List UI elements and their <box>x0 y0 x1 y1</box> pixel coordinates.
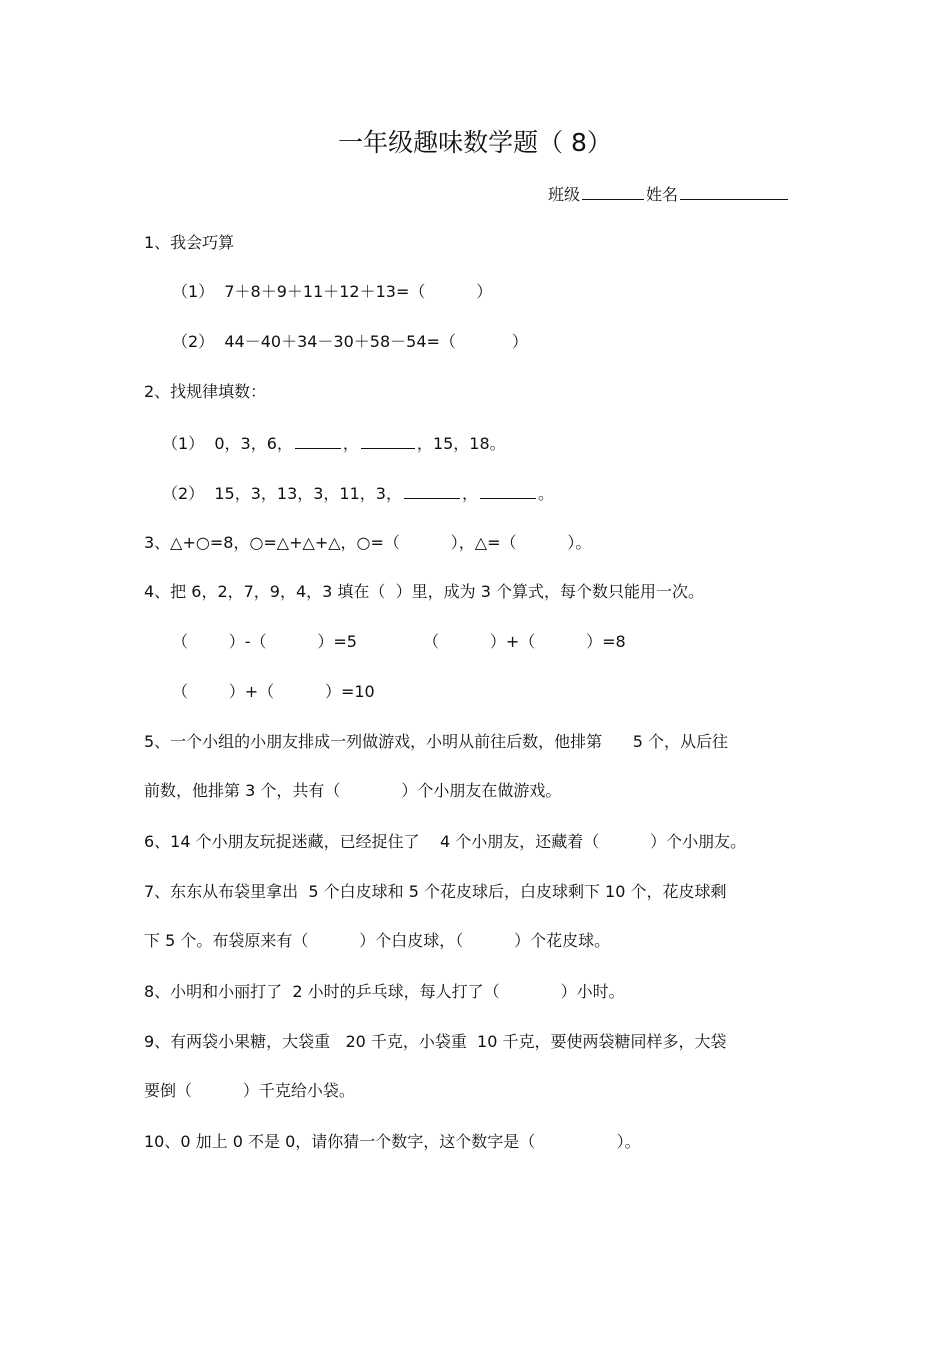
q2-heading: 2、找规律填数： <box>144 382 267 401</box>
q1-heading: 1、我会巧算 <box>144 233 235 252</box>
q2-blank[interactable] <box>404 482 460 499</box>
name-blank[interactable] <box>680 183 788 200</box>
q2-blank[interactable] <box>480 482 536 499</box>
class-label: 班级 <box>548 185 581 204</box>
q10-text: 10、0 加上 0 不是 0，请你猜一个数字，这个数字是（ ）。 <box>144 1132 641 1151</box>
q2-blank[interactable] <box>361 432 415 449</box>
q5-line1: 5、一个小组的小朋友排成一列做游戏，小明从前往后数，他排第 5 个，从后往 <box>144 732 728 751</box>
q1-part1: （1） 7＋8＋9＋11＋12＋13=（ ） <box>172 282 493 301</box>
page-title: 一年级趣味数学题（ 8） <box>338 128 612 157</box>
class-blank[interactable] <box>582 183 644 200</box>
q5-line2: 前数，他排第 3 个，共有（ ）个小朋友在做游戏。 <box>144 781 562 800</box>
q7-line1: 7、东东从布袋里拿出 5 个白皮球和 5 个花皮球后，白皮球剩下 10 个，花皮球剩 <box>144 882 727 901</box>
q1-part2: （2） 44－40＋34－30＋58－54=（ ） <box>172 332 528 351</box>
q4-row1: （ ）-（ ）=5 （ ）+（ ）=8 <box>172 632 626 651</box>
q7-line2: 下 5 个。布袋原来有（ ）个白皮球，（ ）个花皮球。 <box>144 931 611 950</box>
q2-blank[interactable] <box>295 432 341 449</box>
name-label: 姓名 <box>646 185 679 204</box>
q9-line2: 要倒（ ）千克给小袋。 <box>144 1081 355 1100</box>
q8-text: 8、小明和小丽打了 2 小时的乒乓球，每人打了（ ）小时。 <box>144 982 625 1001</box>
q4-row2: （ ）+（ ）=10 <box>172 682 375 701</box>
q2-part1: （1） 0，3，6， ， ，15，18。 <box>162 434 506 453</box>
q6-text: 6、14 个小朋友玩捉迷藏，已经捉住了 4 个小朋友，还藏着（ ）个小朋友。 <box>144 832 747 851</box>
class-name-header <box>548 183 790 205</box>
q3-text: 3、△+○=8，○=△+△+△，○=（ ），△=（ ）。 <box>144 533 592 552</box>
q4-text: 4、把 6，2，7，9，4，3 填在（ ）里，成为 3 个算式，每个数只能用一次。 <box>144 582 704 601</box>
q9-line1: 9、有两袋小果糖，大袋重 20 千克，小袋重 10 千克，要使两袋糖同样多，大袋 <box>144 1032 727 1051</box>
q2-part2: （2） 15，3，13，3，11，3， ， 。 <box>162 484 555 503</box>
